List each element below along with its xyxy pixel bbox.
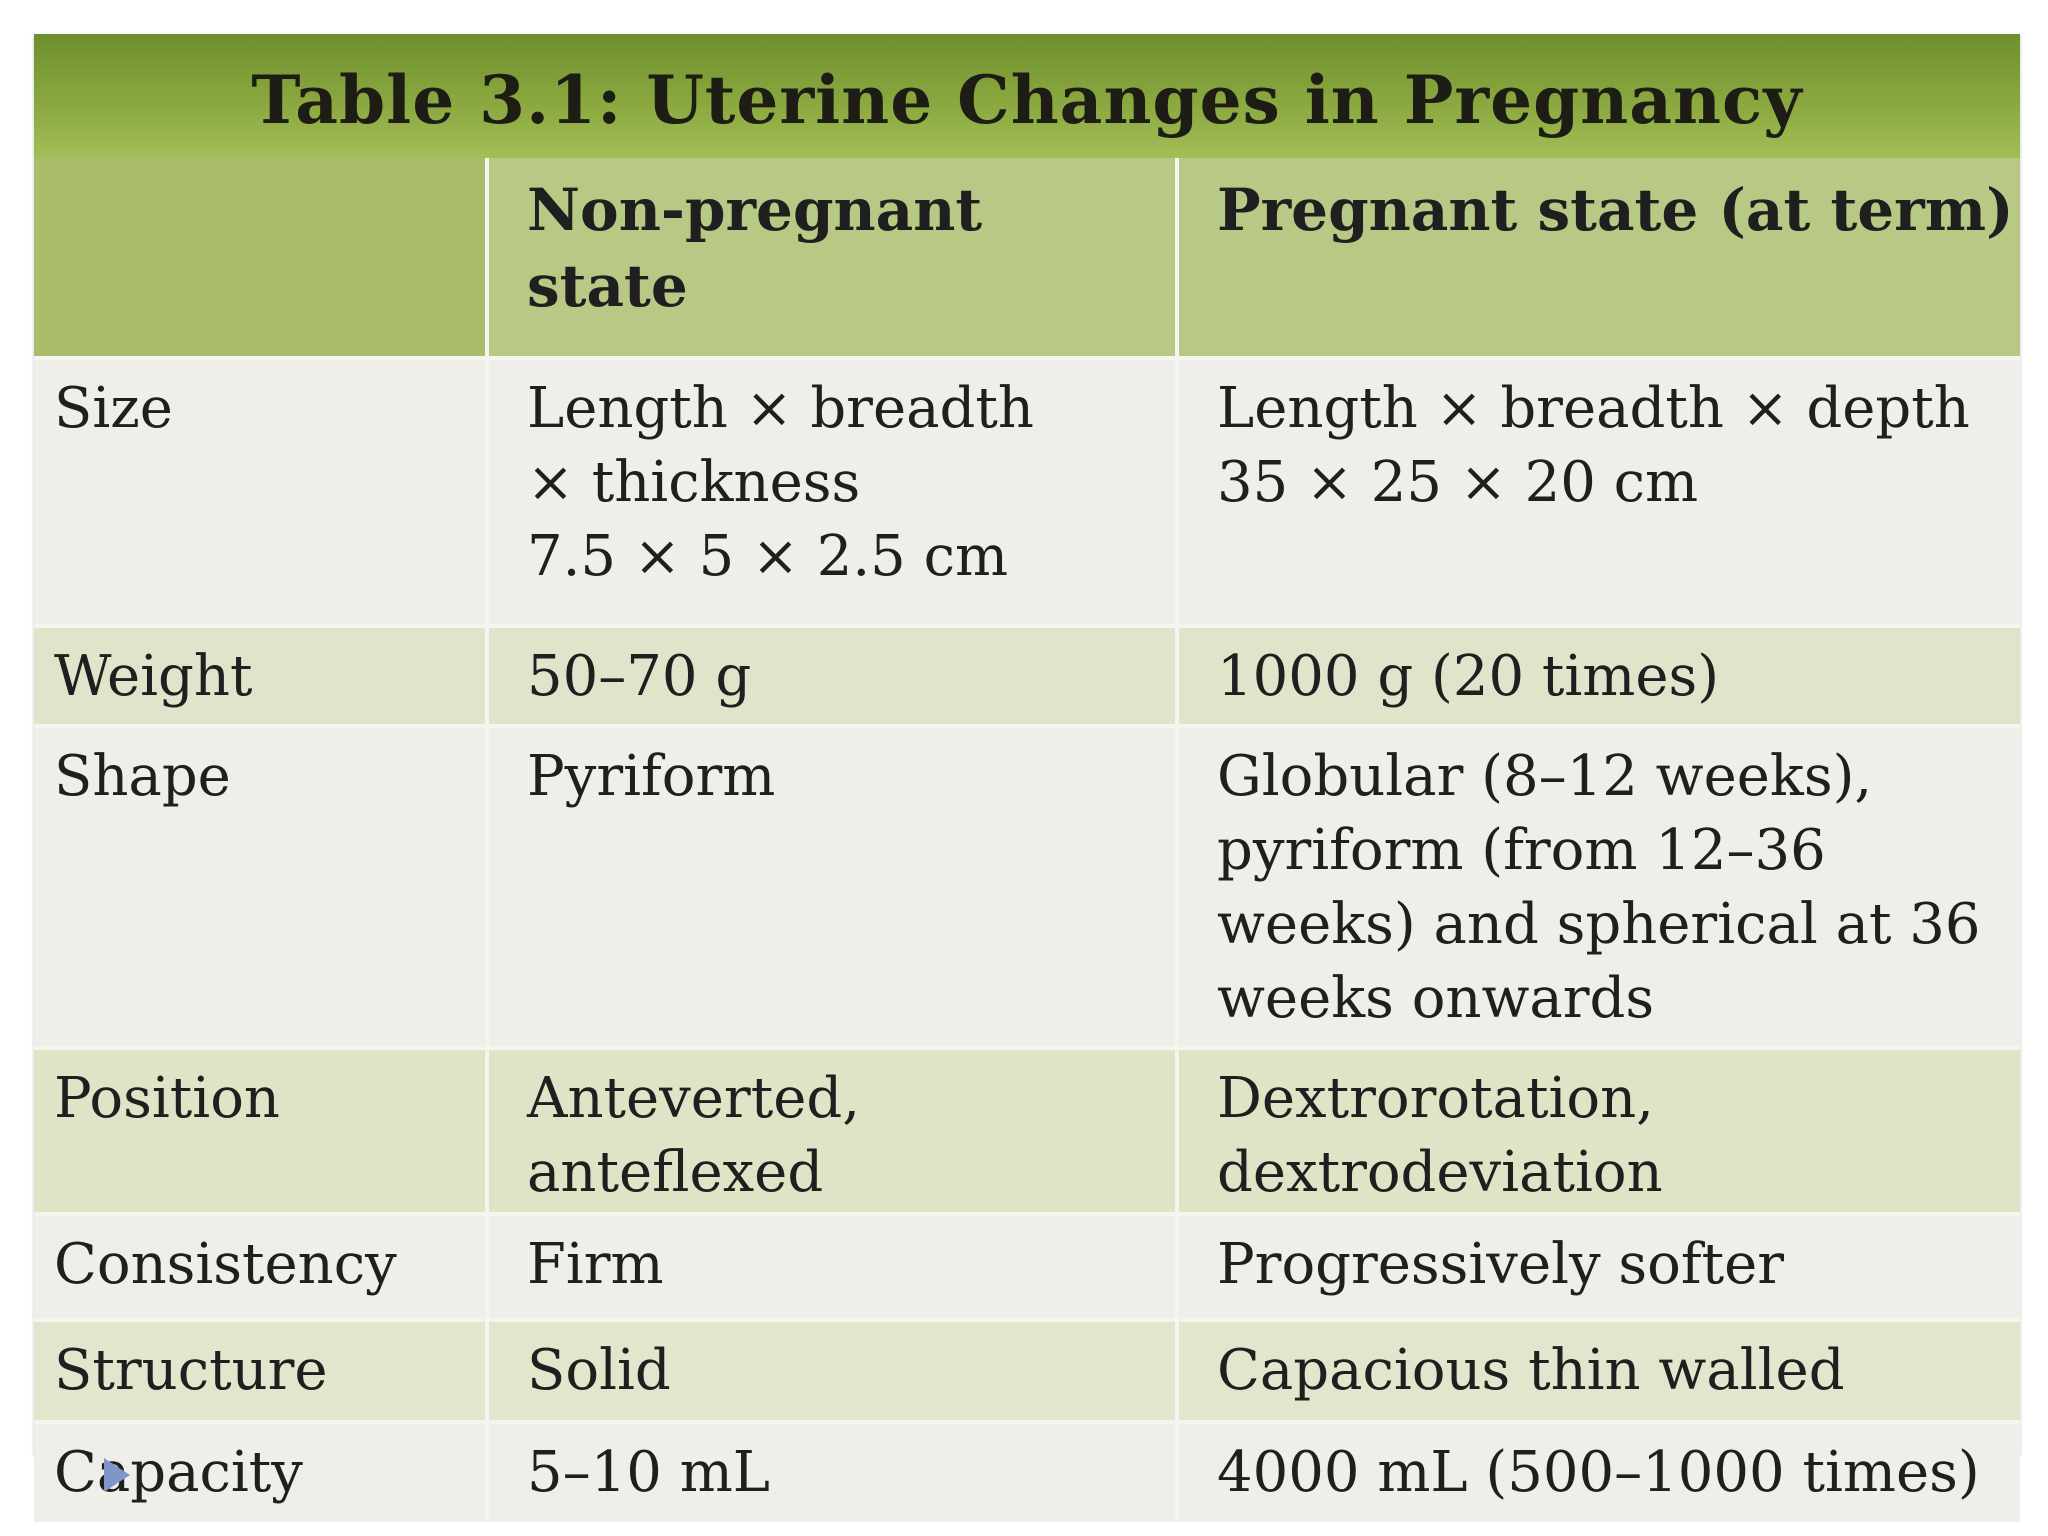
cell-line: Dextrorotation, <box>1217 1066 1654 1131</box>
cell-line: Progressively softer <box>1217 1232 1785 1297</box>
pregnant-cell <box>1177 726 2020 1048</box>
header-non-pregnant-line-2: state <box>527 252 688 320</box>
cell-line: pyriform (from 12–36 <box>1217 818 1826 883</box>
header-parameter <box>34 158 487 358</box>
cell-line: 5–10 mL <box>527 1440 770 1505</box>
cell-line: × thickness <box>527 450 861 515</box>
cell-line: Pyriform <box>527 744 776 809</box>
table-title: Table 3.1: Uterine Changes in Pregnancy <box>251 61 1803 139</box>
non-pregnant-cell <box>487 358 1177 626</box>
cell-line: Firm <box>527 1232 664 1297</box>
triangle-right-icon[interactable] <box>104 1458 130 1492</box>
table-row-structure <box>34 1320 2020 1422</box>
table-row-size <box>34 358 2020 626</box>
non-pregnant-cell <box>487 1320 1177 1422</box>
pregnant-cell <box>1177 358 2020 626</box>
cell-line: Solid <box>527 1338 671 1403</box>
cell-line: weeks onwards <box>1217 966 1655 1031</box>
non-pregnant-cell <box>487 626 1177 726</box>
cell-line: anteflexed <box>527 1140 824 1205</box>
row-label: Position <box>34 1048 487 1214</box>
table-row-weight <box>34 626 2020 726</box>
row-label: Capacity <box>34 1422 487 1522</box>
non-pregnant-cell <box>487 726 1177 1048</box>
table-row-consistency <box>34 1214 2020 1320</box>
cell-line: weeks) and spherical at 36 <box>1217 892 1981 957</box>
row-label: Weight <box>34 626 487 726</box>
cell-line: 50–70 g <box>527 644 752 709</box>
pregnant-cell <box>1177 1048 2020 1214</box>
header-pregnant <box>1177 158 2020 358</box>
cell-line: Length × breadth <box>527 376 1034 441</box>
table-sheet <box>34 34 2020 1505</box>
table-row-shape <box>34 726 2020 1048</box>
non-pregnant-cell <box>487 1048 1177 1214</box>
non-pregnant-cell <box>487 1422 1177 1522</box>
pregnant-cell <box>1177 1422 2020 1522</box>
header-non-pregnant-line-1: Non-pregnant <box>527 176 983 244</box>
cell-line: 4000 mL (500–1000 times) <box>1217 1440 1980 1505</box>
header-row <box>34 158 2020 358</box>
cell-line: 35 × 25 × 20 cm <box>1217 450 1699 515</box>
pregnant-cell <box>1177 1214 2020 1320</box>
row-label: Shape <box>34 726 487 1048</box>
cell-line: Globular (8–12 weeks), <box>1217 744 1873 809</box>
table-row-capacity <box>34 1422 2020 1522</box>
cell-line: Capacious thin walled <box>1217 1338 1845 1403</box>
row-label: Size <box>34 358 487 626</box>
cell-line: dextrodeviation <box>1217 1140 1663 1205</box>
non-pregnant-cell <box>487 1214 1177 1320</box>
header-pregnant-line-1: Pregnant state (at term) <box>1217 176 2014 244</box>
pregnant-cell <box>1177 1320 2020 1422</box>
row-label: Consistency <box>34 1214 487 1320</box>
cell-line: Anteverted, <box>527 1066 860 1131</box>
pregnant-cell <box>1177 626 2020 726</box>
table-row-position <box>34 1048 2020 1214</box>
header-non-pregnant <box>487 158 1177 358</box>
row-label: Structure <box>34 1320 487 1422</box>
cell-line: Length × breadth × depth <box>1217 376 1970 441</box>
cell-line: 1000 g (20 times) <box>1217 644 1720 709</box>
cell-line: 7.5 × 5 × 2.5 cm <box>527 524 1009 589</box>
uterine-changes-table <box>34 158 2020 1522</box>
